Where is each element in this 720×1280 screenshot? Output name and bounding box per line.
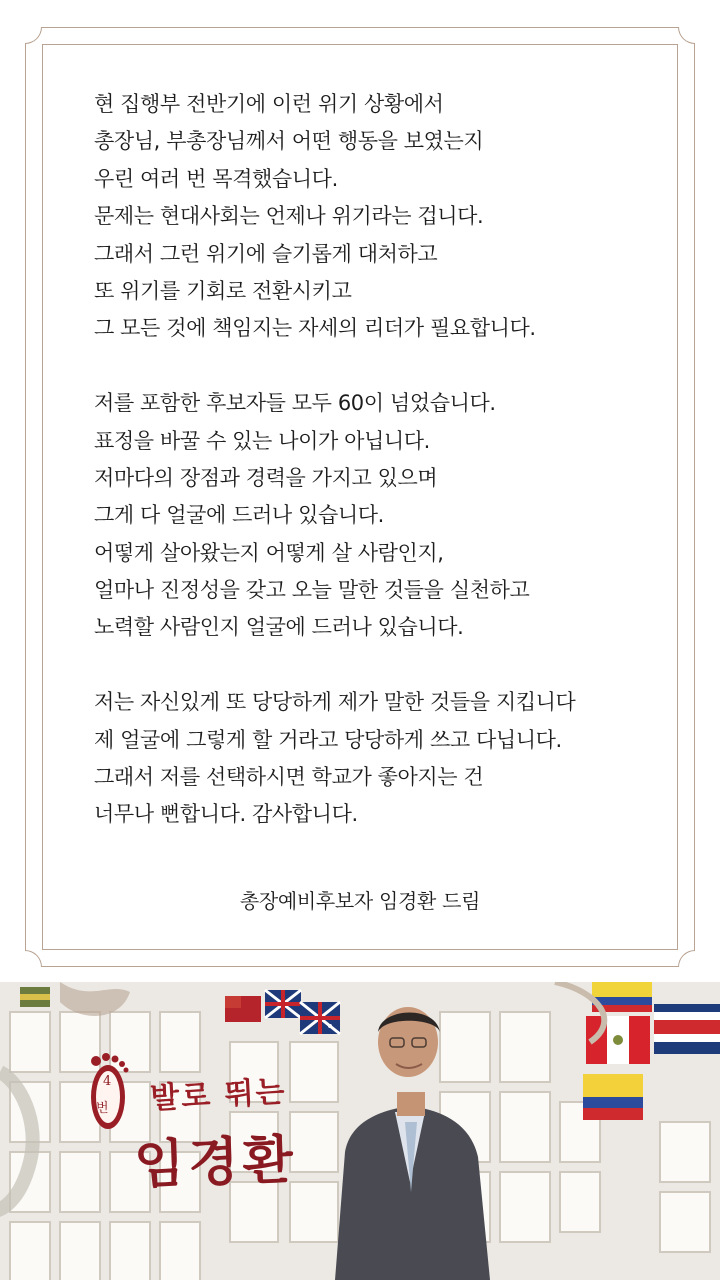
candidate-number: 4 bbox=[103, 1074, 112, 1089]
text-line: 표정을 바꿀 수 있는 나이가 아닙니다. bbox=[94, 428, 430, 453]
text-line: 또 위기를 기회로 전환시키고 bbox=[94, 278, 352, 303]
text-line: 어떻게 살아왔는지 어떻게 살 사람인지, bbox=[94, 540, 444, 565]
campaign-headline bbox=[82, 1062, 312, 1196]
candidate-name: 임경환 bbox=[133, 1129, 298, 1196]
text-line: 저마다의 장점과 경력을 가지고 있으며 bbox=[94, 465, 438, 490]
text-line: 너무나 뻔합니다. 감사합니다. bbox=[94, 802, 358, 827]
paragraph-gap bbox=[94, 647, 674, 684]
text-line: 그게 다 얼굴에 드러나 있습니다. bbox=[94, 503, 384, 528]
text-line: 현 집행부 전반기에 이런 위기 상황에서 bbox=[94, 92, 444, 116]
text-line: 저는 자신있게 또 당당하게 제가 말한 것들을 지킵니다 bbox=[94, 690, 576, 715]
text-line: 얼마나 진정성을 갖고 오늘 말한 것들을 실천하고 bbox=[94, 578, 530, 603]
text-line: 그래서 그런 위기에 슬기롭게 대처하고 bbox=[94, 241, 438, 266]
text-line: 그 모든 것에 책임지는 자세의 리더가 필요합니다. bbox=[94, 316, 536, 341]
signature: 총장예비후보자 임경환 드림 bbox=[239, 889, 481, 913]
paragraph-2 bbox=[94, 385, 674, 647]
candidate-number-suffix: 번 bbox=[96, 1101, 109, 1116]
paragraph-3 bbox=[94, 684, 674, 834]
paragraph-1 bbox=[94, 86, 674, 348]
text-line: 저를 포함한 후보자들 모두 60이 넘었습니다. bbox=[94, 391, 496, 416]
paragraph-gap bbox=[94, 348, 674, 385]
text-line: 노력할 사람인지 얼굴에 드러나 있습니다. bbox=[94, 615, 464, 640]
text-line: 우린 여러 번 목격했습니다. bbox=[94, 166, 338, 191]
text-line: 총장님, 부총장님께서 어떤 행동을 보였는지 bbox=[94, 129, 484, 154]
letter-body bbox=[94, 86, 674, 834]
text-line: 제 얼굴에 그렇게 할 거라고 당당하게 쓰고 다닙니다. bbox=[94, 727, 562, 752]
text-line: 그래서 저를 선택하시면 학교가 좋아지는 건 bbox=[94, 765, 484, 790]
text-line: 문제는 현대사회는 언제나 위기라는 겁니다. bbox=[94, 204, 484, 229]
slogan: 발로 뛰는 bbox=[149, 1074, 288, 1117]
